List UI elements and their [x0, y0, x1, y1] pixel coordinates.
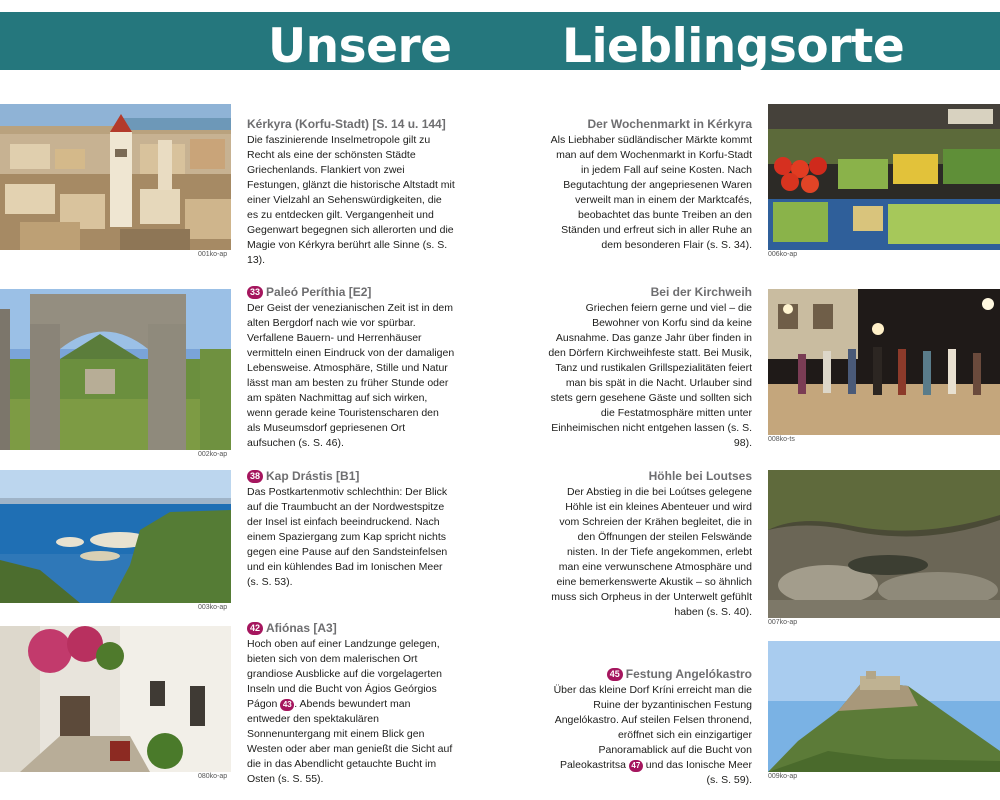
header-banner	[0, 0, 1000, 74]
photo-afionas	[0, 626, 231, 772]
place-description	[247, 637, 455, 787]
place-description: Das Postkartenmotiv schlechthin: Der Blick auf die Traumbucht an der Nordwestspitze der Insel ist einfach beeindruckend. Nach einem Spaziergang zum Kap spricht nichts gegen eine Pause auf den Sandsteinfelsen und ein kühlendes Bad im Ionischen Meer (s. S. 53).	[247, 486, 448, 588]
description-part: Über das kleine Dorf Kríni erreicht man die Ruine der byzantinischen Festung Angelókastro. Auf steilen Felsen thronend, eröffnet sich ein einzigartiger Panoramablick auf die Bucht von Paleokastritsa	[553, 684, 752, 771]
inline-marker: 47	[629, 760, 643, 772]
place-description: Der Abstieg in die bei Loútses gelegene Höhle ist ein kleines Abenteuer und wird vom Schreien der Krähen begleitet, die in den Öffnungen der steilen Felswände nisten. In der Tiefe angekommen, erlebt man eine verwunschene Atmosphäre und eine bemerkenswerte Akustik – so ähnlich muss sich Orpheus in der Unterwelt gefühlt haben (s. S. 40).	[551, 486, 752, 618]
photo-credit: 001ko-ap	[198, 251, 228, 258]
place-title	[548, 667, 752, 682]
place-title-text: Kérkyra (Korfu-Stadt) [S. 14 u. 144]	[247, 117, 446, 131]
place-description: Als Liebhaber südländischer Märkte kommt man auf dem Wochenmarkt in Korfu-Stadt in jedem Fall auf seine Kosten. Nach Begutachtung der angepriesenen Waren verweilt man in einem der Marktcafés, beobachtet das bunte Treiben an den Ständen und erfreut sich in aller Ruhe an dem besonderen Flair (s. S. 34).	[550, 134, 752, 251]
place-description: Die faszinierende Inselmetropole gilt zu Recht als eine der schönsten Städte Griechenlands. Flankiert von zwei Festungen, glänzt die historische Altstadt mit einer Vielzahl an Sehenswürdigkeiten, die es zu entdecken gilt. Vergangenheit und Gegenwart begegnen sich allerorten und die Magie von Kérkyra berührt alle Sinne (s. S. 13).	[247, 134, 455, 266]
place-title-text: Afiónas [A3]	[266, 621, 337, 635]
photo-credit: 009ko-ap	[768, 773, 798, 780]
place-title-text: Der Wochenmarkt in Kérkyra	[587, 117, 752, 131]
photo-credit: 006ko-ap	[768, 251, 798, 258]
place-kerkyra	[247, 117, 455, 268]
place-title	[548, 469, 752, 484]
heading-word-1: Unsere	[268, 19, 452, 74]
description-part: Hoch oben auf einer Landzunge gelegen, bieten sich von dem malerischen Ort grandiose Ausblicke auf die vorgelagerten Inseln und die Bucht von Ágios Geórgios Págon	[247, 638, 442, 710]
place-title-text: Kap Drástis [B1]	[266, 469, 360, 483]
place-kirchweih	[548, 285, 752, 451]
photo-paleo-perithia	[0, 289, 231, 450]
place-kap-drastis	[247, 469, 455, 590]
place-title	[247, 469, 455, 484]
place-title	[548, 285, 752, 300]
photo-credit: 080ko-ap	[198, 773, 228, 780]
place-wochenmarkt	[548, 117, 752, 253]
place-hoehle	[548, 469, 752, 620]
place-title	[247, 285, 455, 300]
heading-word-2: Lieblingsorte	[562, 19, 905, 74]
description-part: . Abends bewundert man entweder den spektakulären Sonnenuntergang mit einem Blick gen Westen oder aber man genießt die Sicht auf die in das Abendlicht getauchte Bucht im Osten (s. S. 55).	[247, 698, 453, 785]
place-title	[247, 117, 455, 132]
place-afionas	[247, 621, 455, 787]
description-part: und das Ionische Meer (s. S. 59).	[642, 759, 752, 786]
place-title-text: Bei der Kirchweih	[650, 285, 752, 299]
place-angelokastro	[548, 667, 752, 788]
photo-credit: 008ko-ts	[768, 436, 795, 443]
place-marker: 33	[247, 286, 263, 299]
photo-kirchweih	[768, 289, 1000, 435]
photo-credit: 007ko-ap	[768, 619, 798, 626]
place-title-text: Höhle bei Loutses	[648, 469, 752, 483]
photo-credit: 003ko-ap	[198, 604, 228, 611]
place-title	[548, 117, 752, 132]
place-paleo-perithia	[247, 285, 455, 451]
place-title-text: Paleó Períthia [E2]	[266, 285, 372, 299]
place-marker: 38	[247, 470, 263, 483]
banner-band	[0, 12, 1000, 74]
place-marker: 42	[247, 622, 263, 635]
photo-angelokastro	[768, 641, 1000, 772]
place-marker: 45	[607, 668, 623, 681]
place-title-text: Festung Angelókastro	[625, 667, 752, 681]
photo-kerkyra	[0, 104, 231, 250]
photo-wochenmarkt	[768, 104, 1000, 250]
place-description	[548, 683, 752, 788]
photo-kap-drastis	[0, 470, 231, 603]
place-description: Der Geist der venezianischen Zeit ist in dem alten Bergdorf nach wie vor spürbar. Verfallene Bauern- und Herrenhäuser vermitteln einen Eindruck von der damaligen Lebensweise. Atmosphäre, Stille und Natur lässt man am besten zu früher Stunde oder am späten Nachmittag auf sich wirken, wenn gerade keine Touristenscharen den als Museumsdorf gepriesenen Ort aufsuchen (s. S. 46).	[247, 302, 455, 449]
place-title	[247, 621, 455, 636]
photo-hoehle	[768, 470, 1000, 618]
place-description: Griechen feiern gerne und viel – die Bewohner von Korfu sind da keine Ausnahme. Das ganze Jahr über finden in den Dörfern Kirchweihfeste statt. Bei Musik, Tanz und rustikalen Grillspezialitäten feiert man bis spät in die Nacht. Urlauber sind stets gern gesehene Gäste und sollten sich die Festatmosphäre mitten unter Einheimischen nicht entgehen lassen (s. S. 98).	[548, 302, 752, 449]
photo-credit: 002ko-ap	[198, 451, 228, 458]
inline-marker: 43	[280, 699, 294, 711]
